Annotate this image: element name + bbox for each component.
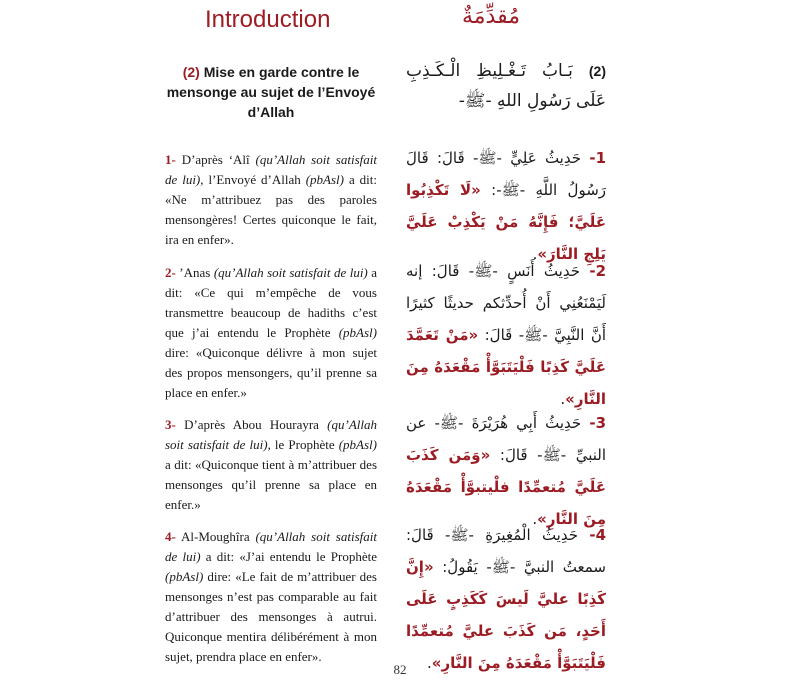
hadith-arabic-3 xyxy=(406,407,606,535)
hadith-french-3 xyxy=(165,415,377,515)
hadith-text: a dit: «Quiconque tient à m’attribuer des mensonges qu’il prenne sa place en enfer.» xyxy=(165,457,377,512)
hadith-honorific: (pbAsl) xyxy=(305,172,344,187)
hadith-text: dire: «Quiconque délivre à mon sujet des propos mensongers, qu’il prenne sa place en enfer.» xyxy=(165,345,377,400)
hadith-number: 1- xyxy=(589,149,606,167)
hadith-arabic-4 xyxy=(406,519,606,679)
hadith-french-4 xyxy=(165,527,377,667)
hadith-end: . xyxy=(532,245,538,263)
hadith-text: a dit: «Ne m’attribuez pas des paroles mensongères! Certes quiconque le fait, ira en enfer». xyxy=(165,172,377,247)
section-title-arabic: بَـابُ تَـغْـلِيظِ الْـكَـذِبِ عَلَى رَسُولِ اللهِ -ﷺ- xyxy=(406,61,606,111)
hadith-quote: «وَمَن كَذَبَ عَلَيَّ مُتعمِّدًا فلْيتبوَّأْ مَقْعَدَهُ مِنَ النَّارِ» xyxy=(406,446,606,528)
hadith-text: dire: «Le fait de m’attribuer des mensonges n’est pas comparable au fait d’attribuer des mensonges à autrui. Quiconque mentira délibérément à mon sujet, prendra place en enfer». xyxy=(165,569,377,664)
hadith-number: 3- xyxy=(165,417,176,432)
hadith-text: a dit: «J’ai entendu le Prophète xyxy=(200,549,377,564)
hadith-text: Al-Moughîra xyxy=(175,529,256,544)
hadith-quote: «لَا تَكْذِبُوا عَلَيَّ؛ فَإِنَّهُ مَنْ يَكْذِبْ عَلَيَّ يَلِجِ النَّارَ» xyxy=(406,181,606,263)
section-title-french: Mise en garde contre le mensonge au sujet de l’Envoyé d’Allah xyxy=(166,64,376,120)
hadith-number: 2- xyxy=(589,262,606,280)
hadith-end: . xyxy=(532,510,538,528)
hadith-text: a dit: «Ce qui m’empêche de vous transmettre beaucoup de hadiths c’est que j’ai entendu le Prophète xyxy=(165,265,377,340)
hadith-honorific: (qu’Allah soit satisfait de lui) xyxy=(165,529,377,564)
hadith-honorific: (pbAsl) xyxy=(338,437,377,452)
hadith-honorific: (pbAsl) xyxy=(165,569,204,584)
hadith-honorific: (qu’Allah soit satisfait de lui) xyxy=(213,265,368,280)
page-number: 82 xyxy=(393,662,407,677)
section-number-french: (2) xyxy=(182,64,200,80)
hadith-quote: «إِنَّ كَذِبًا عليَّ لَيسَ كَكَذِبٍ عَلَى أَحَدٍ، مَن كَذَبَ عليَّ مُتعمِّدًا فَلْيَتَبَوَّأْ مَقْعَدَهُ مِنَ النَّارِ» xyxy=(406,558,606,672)
title-french: Introduction xyxy=(205,6,331,33)
hadith-end: . xyxy=(560,390,566,408)
hadith-number: 4- xyxy=(165,529,176,544)
section-heading-french xyxy=(165,62,377,122)
hadith-text: , le Prophète xyxy=(267,437,339,452)
hadith-end: . xyxy=(426,654,432,672)
hadith-number: 2- xyxy=(165,265,176,280)
title-arabic: مُقدِّمَةٌ xyxy=(461,4,521,29)
hadith-intro: حَدِيثُ أَبِي هُرَيْرَةَ -ﷺ- عن النبيِّ -ﷺ- قَالَ: xyxy=(406,414,606,464)
hadith-text: D’après ‘Alî xyxy=(175,152,256,167)
hadith-number: 1- xyxy=(165,152,176,167)
hadith-honorific: (qu’Allah soit satisfait de lui) xyxy=(165,152,377,187)
hadith-text: D’après Abou Hourayra xyxy=(175,417,328,432)
hadith-arabic-2 xyxy=(406,255,606,415)
hadith-french-1 xyxy=(165,150,377,250)
hadith-honorific: (pbAsl) xyxy=(338,325,377,340)
hadith-intro: حَدِيثُ عَلِيٍّ -ﷺ- قَالَ: قَالَ رَسُولُ اللَّهِ -ﷺ-: xyxy=(406,149,607,199)
hadith-quote: «مَنْ تَعَمَّدَ عَلَيَّ كَذِبًا فَلْيَتَبَوَّأْ مَقْعَدَهُ مِنَ النَّارِ» xyxy=(406,326,606,408)
hadith-intro: حَدِيثُ الْمُغِيرَةِ -ﷺ- قَالَ: سمعتُ النبيَّ -ﷺ- يَقُولُ: xyxy=(406,526,606,576)
hadith-intro: حَدِيثُ أَنَسٍ -ﷺ- قَالَ: إنه لَيَمْنَعُنِي أَنْ أُحدِّثكم حديثًا كثيرًا أَنَّ النَّبِيَّ -ﷺ- قَالَ: xyxy=(406,262,606,344)
hadith-arabic-1 xyxy=(406,142,606,270)
section-heading-arabic xyxy=(406,56,606,116)
hadith-number: 4- xyxy=(589,526,606,544)
hadith-number: 3- xyxy=(589,414,606,432)
hadith-honorific: (qu’Allah soit satisfait de lui) xyxy=(165,417,377,452)
hadith-french-2 xyxy=(165,263,377,403)
hadith-text: ’Anas xyxy=(175,265,214,280)
hadith-text: , l’Envoyé d’Allah xyxy=(200,172,306,187)
section-number-arabic: (2) xyxy=(588,63,606,79)
